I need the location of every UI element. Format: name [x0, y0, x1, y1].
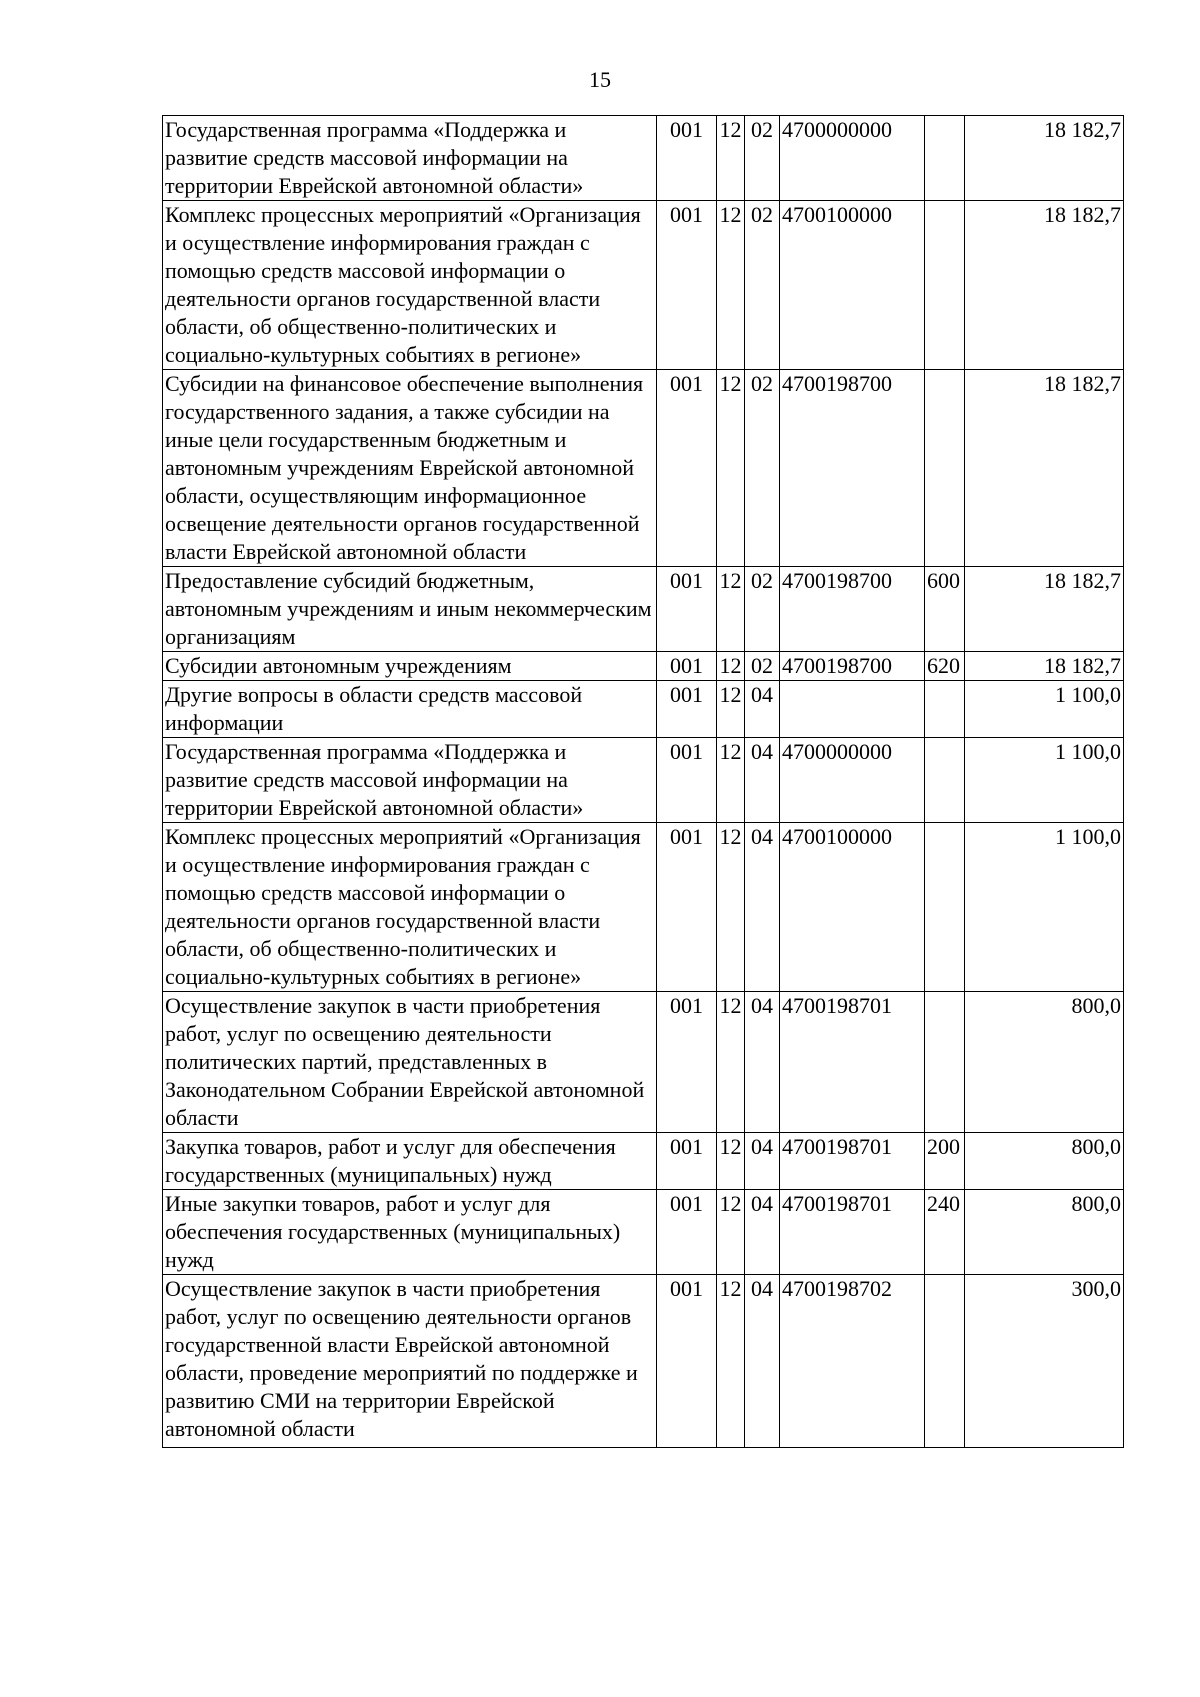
amount: 800,0	[965, 1190, 1124, 1275]
expense-type-code	[925, 992, 965, 1133]
target-article-code: 4700198700	[780, 370, 925, 567]
section-code: 12	[717, 1190, 745, 1275]
subsection-code: 04	[745, 823, 780, 992]
section-code: 12	[717, 1275, 745, 1448]
expense-type-code: 240	[925, 1190, 965, 1275]
subsection-code: 02	[745, 567, 780, 652]
admin-code: 001	[657, 201, 717, 370]
subsection-code: 04	[745, 1133, 780, 1190]
subsection-code: 02	[745, 370, 780, 567]
expense-type-code	[925, 370, 965, 567]
amount: 300,0	[965, 1275, 1124, 1448]
table-row	[163, 116, 1124, 201]
row-name: Государственная программа «Поддержка и развитие средств массовой информации на территории Еврейской автономной области»	[163, 738, 657, 823]
table-row	[163, 370, 1124, 567]
section-code: 12	[717, 992, 745, 1133]
admin-code: 001	[657, 652, 717, 681]
row-name: Субсидии на финансовое обеспечение выполнения государственного задания, а также субсидии на иные цели государственным бюджетным и автономным учреждениям Еврейской автономной области, осуществляющим информационное освещение деятельности органов государственной власти Еврейской автономной области	[163, 370, 657, 567]
section-code: 12	[717, 681, 745, 738]
admin-code: 001	[657, 370, 717, 567]
admin-code: 001	[657, 567, 717, 652]
section-code: 12	[717, 738, 745, 823]
table-row	[163, 1133, 1124, 1190]
amount: 18 182,7	[965, 652, 1124, 681]
target-article-code: 4700198701	[780, 1133, 925, 1190]
table-row	[163, 201, 1124, 370]
admin-code: 001	[657, 1275, 717, 1448]
target-article-code	[780, 681, 925, 738]
table-body	[163, 116, 1124, 1448]
admin-code: 001	[657, 1133, 717, 1190]
row-name: Комплекс процессных мероприятий «Организация и осуществление информирования граждан с помощью средств массовой информации о деятельности органов государственной власти области, об общественно-политических и социально-культурных событиях в регионе»	[163, 823, 657, 992]
row-name: Осуществление закупок в части приобретения работ, услуг по освещению деятельности политических партий, представленных в Законодательном Собрании Еврейской автономной области	[163, 992, 657, 1133]
subsection-code: 04	[745, 992, 780, 1133]
amount: 1 100,0	[965, 681, 1124, 738]
expense-type-code	[925, 738, 965, 823]
target-article-code: 4700100000	[780, 201, 925, 370]
table-row	[163, 992, 1124, 1133]
expense-type-code	[925, 116, 965, 201]
amount: 1 100,0	[965, 738, 1124, 823]
subsection-code: 02	[745, 116, 780, 201]
budget-table	[162, 115, 1124, 1448]
admin-code: 001	[657, 738, 717, 823]
subsection-code: 02	[745, 201, 780, 370]
expense-type-code	[925, 681, 965, 738]
table-row	[163, 681, 1124, 738]
target-article-code: 4700198700	[780, 652, 925, 681]
table-row	[163, 823, 1124, 992]
section-code: 12	[717, 1133, 745, 1190]
expense-type-code	[925, 1275, 965, 1448]
admin-code: 001	[657, 1190, 717, 1275]
amount: 1 100,0	[965, 823, 1124, 992]
section-code: 12	[717, 652, 745, 681]
table-row	[163, 1190, 1124, 1275]
amount: 18 182,7	[965, 116, 1124, 201]
expense-type-code: 200	[925, 1133, 965, 1190]
amount: 18 182,7	[965, 201, 1124, 370]
subsection-code: 04	[745, 1190, 780, 1275]
amount: 18 182,7	[965, 370, 1124, 567]
table-row	[163, 652, 1124, 681]
table-row	[163, 738, 1124, 823]
expense-type-code	[925, 823, 965, 992]
target-article-code: 4700000000	[780, 116, 925, 201]
admin-code: 001	[657, 116, 717, 201]
table-row	[163, 1275, 1124, 1448]
amount: 800,0	[965, 1133, 1124, 1190]
section-code: 12	[717, 823, 745, 992]
target-article-code: 4700000000	[780, 738, 925, 823]
target-article-code: 4700198701	[780, 992, 925, 1133]
row-name: Комплекс процессных мероприятий «Организация и осуществление информирования граждан с помощью средств массовой информации о деятельности органов государственной власти области, об общественно-политических и социально-культурных событиях в регионе»	[163, 201, 657, 370]
section-code: 12	[717, 567, 745, 652]
page-number: 15	[589, 67, 611, 92]
subsection-code: 04	[745, 738, 780, 823]
target-article-code: 4700198702	[780, 1275, 925, 1448]
row-name: Осуществление закупок в части приобретения работ, услуг по освещению деятельности органов государственной власти Еврейской автономной области, проведение мероприятий по поддержке и развитию СМИ на территории Еврейской автономной области	[163, 1275, 657, 1448]
amount: 18 182,7	[965, 567, 1124, 652]
expense-type-code: 600	[925, 567, 965, 652]
section-code: 12	[717, 370, 745, 567]
table-row	[163, 567, 1124, 652]
expense-type-code: 620	[925, 652, 965, 681]
admin-code: 001	[657, 681, 717, 738]
target-article-code: 4700198700	[780, 567, 925, 652]
subsection-code: 04	[745, 681, 780, 738]
row-name: Государственная программа «Поддержка и развитие средств массовой информации на территории Еврейской автономной области»	[163, 116, 657, 201]
section-code: 12	[717, 201, 745, 370]
amount: 800,0	[965, 992, 1124, 1133]
row-name: Закупка товаров, работ и услуг для обеспечения государственных (муниципальных) нужд	[163, 1133, 657, 1190]
section-code: 12	[717, 116, 745, 201]
row-name: Субсидии автономным учреждениям	[163, 652, 657, 681]
row-name: Иные закупки товаров, работ и услуг для обеспечения государственных (муниципальных) нужд	[163, 1190, 657, 1275]
expense-type-code	[925, 201, 965, 370]
subsection-code: 02	[745, 652, 780, 681]
row-name: Другие вопросы в области средств массовой информации	[163, 681, 657, 738]
admin-code: 001	[657, 992, 717, 1133]
target-article-code: 4700198701	[780, 1190, 925, 1275]
admin-code: 001	[657, 823, 717, 992]
subsection-code: 04	[745, 1275, 780, 1448]
row-name: Предоставление субсидий бюджетным, автономным учреждениям и иным некоммерческим организациям	[163, 567, 657, 652]
target-article-code: 4700100000	[780, 823, 925, 992]
